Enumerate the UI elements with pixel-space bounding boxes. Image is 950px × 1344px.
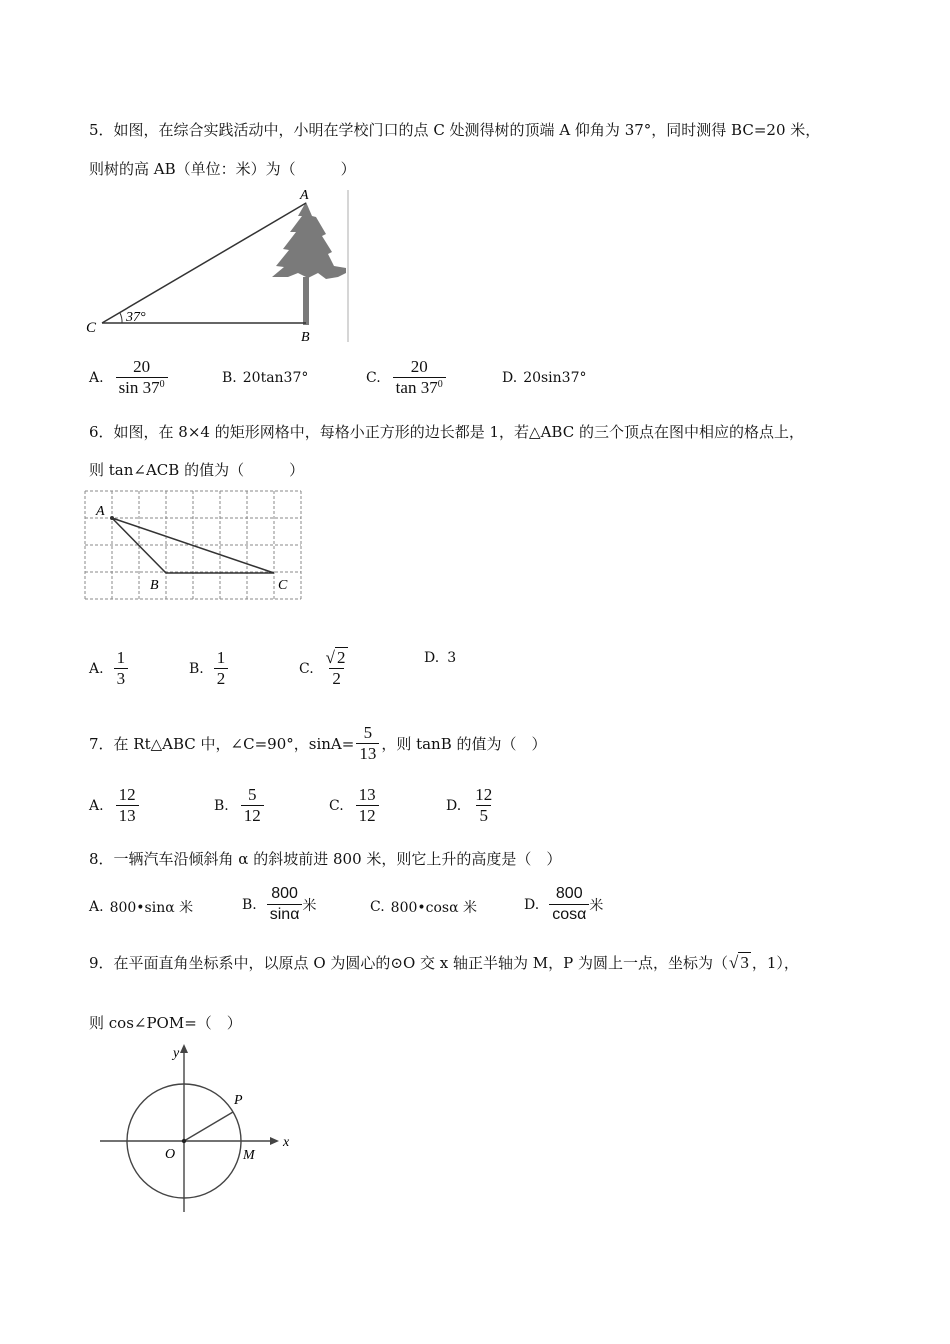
q6-option-b[interactable] — [189, 648, 228, 689]
fraction — [356, 785, 379, 826]
q5-stem-line2: 则树的高 AB（单位：米）为（ ） — [89, 160, 356, 178]
fraction — [549, 884, 589, 925]
label-x: x — [283, 1135, 290, 1150]
stem-suffix: ，则 tanB 的值为（ ） — [381, 735, 547, 753]
den-text: sin 37 — [118, 378, 160, 397]
tree-shape — [272, 202, 346, 279]
option-letter: B. — [222, 370, 237, 386]
denominator: 3 — [114, 668, 129, 689]
q8-stem: 8．一辆汽车沿倾斜角 α 的斜坡前进 800 米，则它上升的高度是（ ） — [89, 850, 562, 868]
option-text: 20tan37° — [242, 370, 309, 386]
option-letter: A. — [89, 660, 104, 677]
label-p: P — [234, 1093, 243, 1108]
option-letter: B. — [189, 660, 204, 677]
numerator: 5 — [248, 785, 257, 804]
fraction — [214, 648, 229, 689]
unit-text: 米 — [302, 897, 317, 914]
option-letter: C. — [299, 660, 314, 677]
x-axis-arrow — [270, 1137, 279, 1145]
q7-option-d[interactable] — [446, 785, 494, 826]
option-letter: A. — [89, 899, 104, 915]
denominator: 13 — [116, 805, 139, 826]
label-c: C — [278, 578, 288, 593]
stem-suffix: ，1）， — [751, 954, 799, 972]
y-axis-arrow — [180, 1044, 188, 1053]
option-text: 800•cosα 米 — [390, 900, 478, 916]
q5-stem-line1: 5．如图，在综合实践活动中，小明在学校门口的点 C 处测得树的顶端 A 仰角为 37°，同时测得 BC=20 米， — [89, 121, 821, 139]
q8-option-b[interactable] — [242, 884, 316, 925]
q9-stem-line2: 则 cos∠POM=（ ） — [89, 1014, 242, 1032]
q8-option-a[interactable] — [89, 897, 193, 917]
denominator: cosα — [549, 904, 589, 925]
q5-option-b[interactable] — [222, 370, 308, 386]
q8-option-d[interactable] — [524, 884, 603, 925]
tree-trunk — [303, 277, 309, 325]
option-letter: D. — [424, 650, 440, 666]
label-y: y — [173, 1046, 180, 1061]
radicand: 2 — [337, 648, 346, 667]
denominator: 12 — [356, 805, 379, 826]
numerator: 5 — [363, 723, 373, 742]
option-text: 800•sinα 米 — [109, 900, 194, 916]
q6-option-a[interactable] — [89, 648, 128, 689]
angle-arc — [120, 313, 122, 323]
numerator: 13 — [358, 785, 376, 804]
fraction — [267, 884, 303, 925]
label-m: M — [243, 1148, 255, 1163]
unit-text: 米 — [589, 897, 604, 914]
q5-option-a[interactable] — [89, 357, 168, 398]
q6-option-d[interactable] — [424, 650, 456, 666]
option-letter: C. — [370, 899, 385, 915]
numerator: 12 — [118, 785, 136, 804]
q9-circle-figure — [95, 1040, 300, 1218]
denominator — [116, 377, 168, 398]
q9-stem-line1 — [89, 952, 799, 973]
option-letter: D. — [502, 370, 518, 386]
q5-option-c[interactable] — [366, 357, 446, 398]
denominator: 2 — [329, 668, 344, 689]
segment-op — [184, 1112, 233, 1141]
fraction — [116, 785, 139, 826]
den-text: tan 37 — [395, 378, 438, 397]
degree-sup: 0 — [159, 379, 165, 390]
fraction — [114, 648, 129, 689]
option-letter: B. — [242, 896, 257, 913]
q6-option-c[interactable] — [299, 648, 350, 689]
label-o: O — [165, 1147, 176, 1162]
q6-stem-line1: 6．如图，在 8×4 的矩形网格中，每格小正方形的边长都是 1，若△ABC 的三个顶点在图中相应的格点上， — [89, 423, 804, 441]
q7-option-c[interactable] — [329, 785, 379, 826]
option-letter: A. — [89, 797, 104, 814]
line-ca — [102, 203, 306, 323]
denominator: 12 — [241, 805, 264, 826]
numerator: 1 — [116, 648, 126, 667]
numerator: 1 — [216, 648, 226, 667]
numerator: 800 — [271, 885, 298, 902]
option-letter: D. — [446, 797, 462, 814]
numerator: 12 — [475, 785, 493, 804]
label-a: A — [300, 188, 309, 203]
label-c: C — [86, 320, 97, 336]
sqrt-expression: √ 3 — [729, 952, 749, 972]
q7-option-a[interactable] — [89, 785, 139, 826]
denominator: sinα — [267, 904, 303, 925]
q7-option-b[interactable] — [214, 785, 264, 826]
option-letter: D. — [524, 896, 540, 913]
fraction-sina — [356, 723, 379, 764]
q6-grid-figure — [82, 488, 306, 604]
fraction — [116, 357, 168, 398]
origin-point — [182, 1139, 186, 1143]
label-a: A — [96, 504, 105, 519]
point-a — [110, 516, 114, 520]
denominator: 2 — [214, 668, 229, 689]
option-text: 20sin37° — [523, 370, 587, 386]
option-letter: C. — [366, 369, 381, 386]
fraction — [241, 785, 264, 826]
q8-option-c[interactable] — [370, 897, 477, 917]
radicand: 3 — [740, 952, 749, 972]
denominator: 13 — [356, 743, 379, 764]
numerator: 800 — [555, 885, 583, 902]
q5-tree-figure — [80, 186, 360, 348]
angle-label: 37° — [126, 310, 146, 325]
degree-sup: 0 — [437, 379, 443, 390]
q7-stem — [89, 723, 547, 764]
q6-stem-line2: 则 tan∠ACB 的值为（ ） — [89, 461, 305, 479]
label-b: B — [150, 578, 159, 593]
stem-prefix: 7．在 Rt△ABC 中，∠C=90°，sinA= — [89, 735, 355, 753]
fraction — [473, 785, 494, 826]
denominator: 5 — [476, 805, 491, 826]
numerator: √ 2 — [325, 648, 346, 667]
label-b: B — [301, 330, 310, 345]
q5-option-d[interactable] — [502, 370, 587, 386]
option-letter: A. — [89, 369, 104, 386]
numerator: 20 — [410, 357, 428, 376]
option-letter: C. — [329, 797, 344, 814]
fraction — [393, 357, 446, 398]
fraction — [324, 648, 350, 689]
denominator — [393, 377, 446, 398]
option-text: 3 — [447, 650, 457, 666]
stem-prefix: 9．在平面直角坐标系中，以原点 O 为圆心的⊙O 交 x 轴正半轴为 M，P 为圆上一点，坐标为（ — [89, 954, 728, 972]
option-letter: B. — [214, 797, 229, 814]
numerator: 20 — [133, 357, 151, 376]
